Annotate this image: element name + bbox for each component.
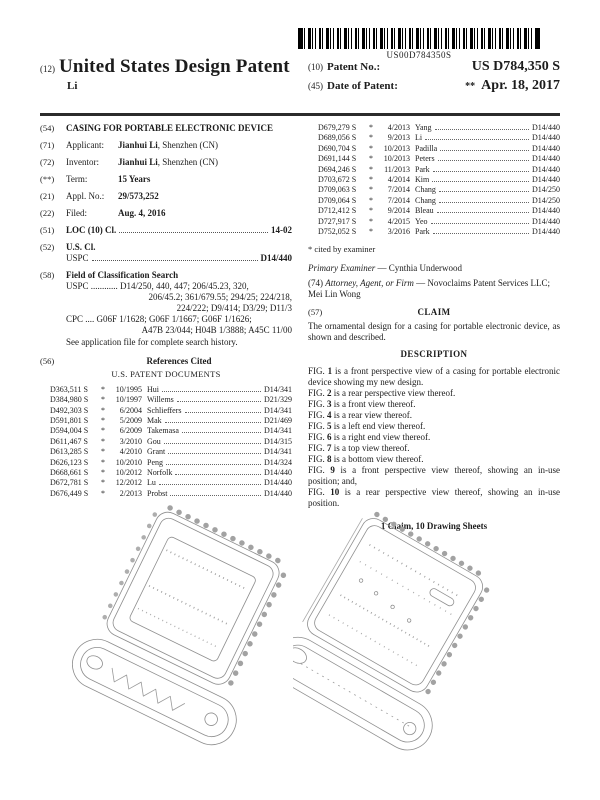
dot-leader: [159, 484, 261, 485]
citation-star: *: [369, 123, 373, 132]
citation-star: *: [101, 426, 105, 436]
citation-class: D21/469: [264, 416, 292, 425]
citation-star: *: [101, 405, 105, 415]
dot-leader: [168, 453, 261, 454]
fig-label: FIG.: [308, 410, 328, 421]
figure-description-line: [308, 388, 560, 399]
fig-text: is a right end view thereof.: [331, 432, 431, 443]
citation-class: D14/440: [532, 216, 560, 226]
dot-leader: [162, 391, 261, 392]
citation-inventor: Padilla: [415, 143, 438, 153]
citation-class: D14/440: [532, 133, 560, 143]
patent-no-label: Patent No.:: [327, 61, 381, 73]
citation-row: [318, 206, 560, 216]
citation-inventor: Peng: [147, 457, 163, 467]
citation-inventor: Bleau: [415, 206, 434, 216]
citation-inventor: Kim: [415, 174, 430, 184]
citation-row: [50, 478, 292, 488]
citation-date: 7/2014: [387, 185, 410, 195]
dot-leader: [440, 150, 529, 151]
citation-date: 6/2004: [119, 405, 142, 415]
fig-number: 2: [327, 388, 332, 399]
field-21-appl-no: (21) Appl. No.: 29/573,252: [40, 190, 159, 201]
citation-star: *: [369, 185, 373, 195]
citation-row: [50, 468, 292, 478]
fig-text: is a rear view thereof.: [331, 410, 412, 421]
citation-star: *: [369, 154, 373, 164]
citation-row: [318, 123, 560, 133]
citation-inventor: Yang: [415, 123, 432, 132]
citation-inventor: Park: [415, 226, 430, 236]
citation-number: D626,123 S: [50, 457, 89, 467]
fig-label: FIG.: [308, 432, 328, 443]
dot-leader: [185, 412, 261, 413]
citation-number: D712,412 S: [318, 206, 357, 216]
figure-description-list: [308, 366, 560, 509]
fig-number: 1: [327, 366, 333, 377]
date-label: Date of Patent:: [327, 80, 398, 92]
citation-inventor: Grant: [147, 447, 166, 457]
loc-class: 14-02: [271, 224, 292, 235]
citation-row: [318, 196, 560, 206]
fig-text: is a front perspective view thereof, showing an in-use position; and,: [308, 465, 560, 487]
citation-inventor: Schlieffers: [147, 405, 182, 415]
citation-class: D14/440: [532, 206, 560, 216]
field-56-references: (56) References Cited: [40, 356, 292, 367]
citation-row: [50, 406, 292, 416]
citation-row: [50, 489, 292, 499]
citation-number: D709,064 S: [318, 195, 357, 205]
citation-date: 4/2015: [387, 216, 410, 226]
citation-class: D14/315: [264, 436, 292, 446]
citation-inventor: Chang: [415, 185, 436, 195]
citation-date: 4/2010: [119, 447, 142, 457]
field-72-inventor: (72) Inventor: Jianhui Li, Shenzhen (CN): [40, 156, 219, 167]
dot-leader: [119, 232, 268, 233]
citation-date: 3/2010: [119, 436, 142, 446]
citation-class: D14/341: [264, 447, 292, 457]
figure-description-line: [308, 465, 560, 487]
citation-inventor: Peters: [415, 154, 435, 164]
kind-code: (12): [40, 64, 55, 74]
field-58-search: (58) Field of Classification Search USPC ............ D14/250, 440, 447; 206/45.23, 320, 206/45.2; 361/679.55; 294/25; 224/218, 224/222; D9/414; D3/29; D11/3 CPC .... G06F 1/1628; G06F 1/1667; G06F 1/1626; A47B 23/044; H04B 1/3888; A45C 11/00 See application file for complete search history.: [40, 269, 292, 347]
citation-row: [50, 447, 292, 457]
citation-date: 10/2012: [115, 467, 142, 477]
dot-leader: [165, 422, 261, 423]
citation-inventor: Takemasa: [147, 426, 179, 436]
citation-number: D594,004 S: [50, 426, 89, 436]
date-code: (45): [308, 81, 323, 91]
citation-inventor: Yeo: [415, 216, 428, 226]
figure-rear-perspective-drawing: [293, 508, 508, 788]
figure-description-line: [308, 399, 560, 410]
description-heading: DESCRIPTION: [400, 349, 468, 360]
citation-row: [50, 437, 292, 447]
citation-star: *: [101, 395, 105, 405]
dot-leader: [182, 432, 261, 433]
figure-description-line: [308, 443, 560, 454]
fig-text: is a bottom view thereof.: [331, 454, 424, 465]
citation-class: D14/440: [264, 467, 292, 477]
citation-number: D709,063 S: [318, 185, 357, 195]
citation-class: D14/440: [532, 143, 560, 153]
fig-text: is a front view thereof.: [331, 399, 416, 410]
left-column: [40, 123, 292, 532]
citation-inventor: Mak: [147, 416, 162, 425]
fig-text: is a rear perspective view thereof, showing an in-use position.: [308, 487, 560, 509]
citation-star: *: [369, 226, 373, 236]
attorney-line: (74) Attorney, Agent, or Firm — Novoclaims Patent Services LLC; Mei Lin Wong: [308, 277, 551, 299]
field-52-us-cl: (52) U.S. Cl. USPC D14/440: [40, 241, 292, 263]
fig-label: FIG.: [308, 388, 328, 399]
citation-star: *: [101, 467, 105, 477]
references-heading: References Cited: [146, 355, 212, 366]
citation-inventor: Li: [415, 133, 423, 143]
header-rule: [40, 113, 560, 116]
claims-sheets-line: 1 Claim, 10 Drawing Sheets: [380, 521, 488, 532]
citation-row: [50, 395, 292, 405]
citation-number: D672,781 S: [50, 478, 89, 488]
fig-text: is a left end view thereof.: [331, 421, 426, 432]
citation-number: D676,449 S: [50, 488, 89, 498]
dot-leader: [432, 181, 529, 182]
document-title: United States Design Patent: [59, 56, 290, 77]
field-71-applicant: (71) Applicant: Jianhui Li, Shenzhen (CN): [40, 139, 219, 150]
claim-heading: CLAIM: [417, 306, 451, 317]
citation-star: *: [369, 216, 373, 226]
continuation-stars: **: [465, 81, 476, 92]
citation-inventor: Chang: [415, 195, 436, 205]
citation-star: *: [101, 384, 105, 394]
citation-date: 10/1997: [115, 395, 142, 405]
citation-star: *: [369, 174, 373, 184]
dot-leader: [425, 139, 529, 140]
citation-star: *: [101, 488, 105, 498]
dot-leader: [175, 474, 261, 475]
citation-star: *: [101, 478, 105, 488]
citation-date: 9/2013: [387, 133, 410, 143]
dot-leader: [435, 129, 529, 130]
patent-no-value: US D784,350 S: [471, 59, 560, 74]
citation-row: [50, 426, 292, 436]
figure-description-line: [308, 366, 560, 388]
citation-star: *: [369, 195, 373, 205]
barcode-icon: [298, 28, 540, 49]
application-number: 29/573,252: [118, 190, 159, 201]
citation-row: [318, 175, 560, 185]
body-columns: [40, 123, 560, 532]
field-54-title: (54) CASING FOR PORTABLE ELECTRONIC DEVICE: [40, 123, 292, 134]
citation-inventor: Gou: [147, 436, 161, 446]
citation-number: D668,661 S: [50, 467, 89, 477]
figure-description-line: [308, 454, 560, 465]
date-value: [465, 78, 560, 94]
dot-leader: [166, 464, 261, 465]
fig-number: 8: [327, 454, 332, 465]
citation-number: D690,704 S: [318, 143, 357, 153]
citation-date: 4/2013: [387, 123, 410, 132]
fig-text: is a top view thereof.: [331, 443, 410, 454]
citation-inventor: Park: [415, 164, 430, 174]
fig-number: 4: [327, 410, 332, 421]
fig-text: is a rear perspective view thereof.: [331, 388, 456, 399]
patent-number-row: [308, 59, 560, 75]
field-51-loc: (51) LOC (10) Cl. 14-02: [40, 224, 292, 235]
fig-number: 3: [327, 399, 332, 410]
citation-class: D14/341: [264, 426, 292, 436]
fig-label: FIG.: [308, 366, 328, 377]
citation-class: D14/440: [264, 488, 292, 498]
us-patent-documents-heading: U.S. PATENT DOCUMENTS: [111, 369, 221, 380]
citation-date: 10/1995: [115, 384, 142, 394]
citation-inventor: Norfolk: [147, 467, 173, 477]
invention-title: CASING FOR PORTABLE ELECTRONIC DEVICE: [66, 123, 274, 133]
citation-date: 11/2013: [384, 164, 410, 174]
inventor-name: Jianhui Li: [118, 156, 158, 167]
claim-text: The ornamental design for a casing for portable electronic device, as shown and described.: [308, 320, 560, 342]
barcode-number: US00D784350S: [386, 50, 452, 60]
fig-label: FIG.: [308, 487, 331, 498]
citation-class: D14/440: [532, 123, 560, 132]
dot-leader: [164, 443, 261, 444]
citation-star: *: [101, 457, 105, 467]
claim-heading-row: (57) CLAIM: [308, 307, 560, 318]
dot-leader: [433, 233, 529, 234]
citation-star: *: [369, 164, 373, 174]
citation-class: D21/329: [264, 395, 292, 405]
date-text: Apr. 18, 2017: [481, 78, 560, 93]
fig-label: FIG.: [308, 399, 328, 410]
figure-front-perspective-drawing: [72, 502, 292, 797]
citation-date: 9/2014: [387, 206, 410, 216]
fig-number: 9: [330, 465, 335, 476]
citation-inventor: Willems: [147, 395, 174, 405]
citation-row: [318, 154, 560, 164]
citation-class: D14/440: [532, 154, 560, 164]
citation-number: D611,467 S: [50, 436, 88, 446]
citation-number: D691,144 S: [318, 154, 357, 164]
citation-number: D752,052 S: [318, 226, 357, 236]
citation-row: [50, 416, 292, 426]
citation-date: 6/2009: [119, 426, 142, 436]
citation-row: [50, 458, 292, 468]
fig-label: FIG.: [308, 465, 331, 476]
fig-text: is a front perspective view of a casing for portable electronic device showing my new design.: [308, 366, 560, 388]
citation-inventor: Probst: [147, 488, 168, 498]
dot-leader: [92, 260, 258, 261]
citation-star: *: [369, 206, 373, 216]
right-column: [308, 123, 560, 532]
fig-number: 6: [327, 432, 332, 443]
citation-number: D703,672 S: [318, 174, 357, 184]
citation-row: [50, 385, 292, 395]
citation-date: 2/2013: [119, 488, 142, 498]
citation-date: 10/2010: [115, 457, 142, 467]
citation-class: D14/324: [264, 457, 292, 467]
citation-row: [318, 227, 560, 237]
fig-number: 7: [327, 443, 332, 454]
citation-number: D727,917 S: [318, 216, 357, 226]
citation-date: 12/2012: [115, 478, 142, 488]
citation-number: D694,246 S: [318, 164, 357, 174]
uspc-class: D14/440: [260, 252, 292, 263]
primary-examiner-line: Primary Examiner — Cynthia Underwood: [308, 262, 462, 273]
citations-right-table: [308, 123, 560, 237]
citation-number: D591,801 S: [50, 416, 89, 425]
dot-leader: [431, 223, 529, 224]
dot-leader: [433, 171, 529, 172]
citation-class: D14/440: [264, 478, 292, 488]
inventor-surname: Li: [67, 79, 78, 92]
citation-number: D384,980 S: [50, 395, 89, 405]
citation-inventor: Hui: [147, 384, 159, 394]
figure-description-line: [308, 432, 560, 443]
dot-leader: [439, 191, 529, 192]
header: [40, 57, 560, 97]
term-value: 15 Years: [118, 173, 151, 184]
dot-leader: [438, 160, 529, 161]
citation-row: [318, 185, 560, 195]
citation-star: *: [101, 416, 105, 425]
citation-class: D14/250: [532, 185, 560, 195]
citation-class: D14/341: [264, 384, 292, 394]
citation-inventor: Lu: [147, 478, 156, 488]
fig-label: FIG.: [308, 421, 328, 432]
citation-number: D363,511 S: [50, 384, 88, 394]
citation-date: 4/2014: [387, 174, 410, 184]
citation-row: [318, 133, 560, 143]
fig-label: FIG.: [308, 454, 328, 465]
citations-left-table: [40, 385, 292, 499]
cited-by-examiner-note: * cited by examiner: [308, 244, 376, 255]
citation-class: D14/440: [532, 174, 560, 184]
citation-date: 3/2016: [387, 226, 410, 236]
citation-date: 7/2014: [387, 195, 410, 205]
citation-star: *: [369, 133, 373, 143]
field-term: (**) Term: 15 Years: [40, 173, 151, 184]
citation-star: *: [101, 447, 105, 457]
applicant-name: Jianhui Li: [118, 139, 158, 150]
header-title-block: [40, 57, 308, 97]
fig-label: FIG.: [308, 443, 328, 454]
citation-date: 10/2013: [383, 154, 410, 164]
patent-no-code: (10): [308, 62, 323, 72]
dot-leader: [170, 495, 261, 496]
citation-class: D14/250: [532, 195, 560, 205]
citation-class: D14/341: [264, 405, 292, 415]
filing-date: Aug. 4, 2016: [118, 207, 166, 218]
fig-number: 10: [330, 487, 340, 498]
patent-date-row: [308, 78, 560, 94]
dot-leader: [439, 202, 529, 203]
search-history-note: See application file for complete search history.: [66, 336, 238, 347]
citation-number: D679,279 S: [318, 123, 357, 132]
dot-leader: [437, 212, 529, 213]
citation-number: D689,056 S: [318, 133, 357, 143]
citation-row: [318, 217, 560, 227]
citation-row: [318, 165, 560, 175]
citation-star: *: [369, 143, 373, 153]
figure-description-line: [308, 410, 560, 421]
citation-class: D14/440: [532, 164, 560, 174]
citation-number: D492,303 S: [50, 405, 89, 415]
drawing-sheet-preview: [0, 500, 600, 800]
header-numbers-block: [308, 57, 560, 97]
citation-number: D613,285 S: [50, 447, 89, 457]
figure-description-line: [308, 421, 560, 432]
citation-row: [318, 144, 560, 154]
citation-class: D14/440: [532, 226, 560, 236]
dot-leader: [177, 401, 261, 402]
fig-number: 5: [327, 421, 332, 432]
citation-date: 10/2013: [383, 143, 410, 153]
field-22-filed: (22) Filed: Aug. 4, 2016: [40, 207, 166, 218]
barcode-block: [298, 28, 540, 60]
citation-star: *: [101, 436, 105, 446]
citation-date: 5/2009: [119, 416, 142, 425]
